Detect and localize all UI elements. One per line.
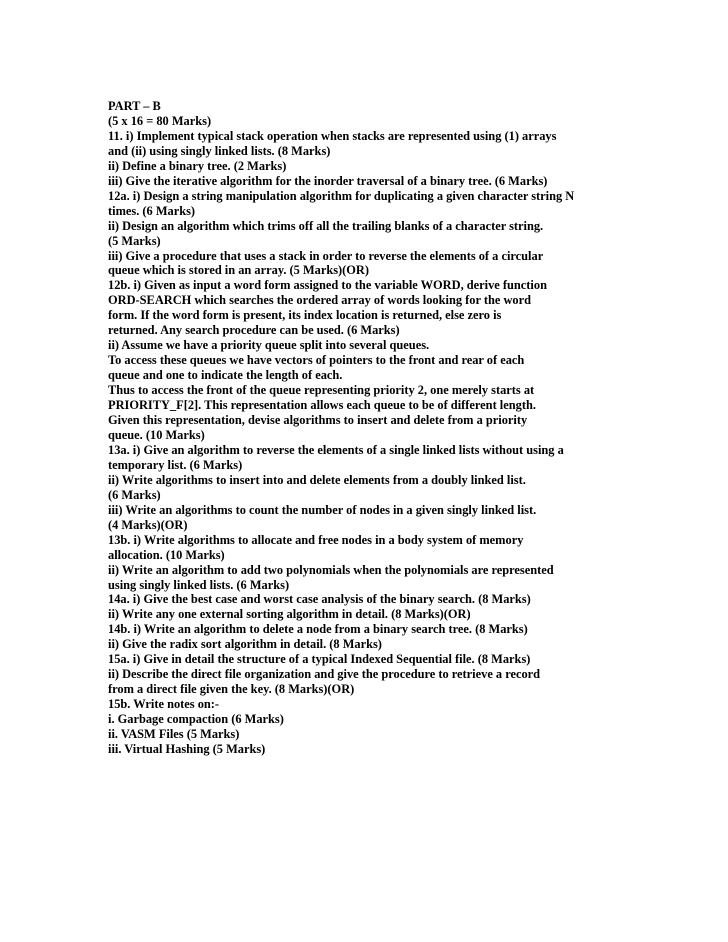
text-line: (4 Marks)(OR)	[108, 517, 188, 532]
text-line: ORD-SEARCH which searches the ordered array of words looking for the word	[108, 293, 531, 308]
text-line: times. (6 Marks)	[108, 203, 196, 218]
text-line: queue and one to indicate the length of each.	[108, 368, 343, 383]
text-line: iii. Virtual Hashing (5 Marks)	[108, 741, 266, 756]
text-line: ii) Describe the direct file organization and give the procedure to retrieve a record	[108, 667, 541, 682]
text-line: queue. (10 Marks)	[108, 427, 205, 442]
text-line: ii) Define a binary tree. (2 Marks)	[108, 158, 287, 173]
text-line: (5 x 16 = 80 Marks)	[108, 113, 212, 128]
text-line: i. Garbage compaction (6 Marks)	[108, 712, 284, 727]
text-line: 15b. Write notes on:-	[108, 697, 220, 712]
text-line: 13a. i) Give an algorithm to reverse the elements of a single linked lists without using a	[108, 442, 564, 457]
text-line: ii) Write algorithms to insert into and delete elements from a doubly linked list.	[108, 472, 526, 487]
text-line: 12b. i) Given as input a word form assigned to the variable WORD, derive function	[108, 278, 547, 293]
text-line: Thus to access the front of the queue representing priority 2, one merely starts at	[108, 383, 535, 398]
text-line: 15a. i) Give in detail the structure of a typical Indexed Sequential file. (8 Marks)	[108, 652, 531, 667]
text-line: PART – B	[108, 99, 161, 113]
text-line: ii) Give the radix sort algorithm in detail. (8 Marks)	[108, 637, 382, 652]
text-line: returned. Any search procedure can be used. (6 Marks)	[108, 323, 400, 338]
text-line: (6 Marks)	[108, 487, 161, 502]
text-line: ii) Write any one external sorting algorithm in detail. (8 Marks)(OR)	[108, 607, 471, 622]
text-line: allocation. (10 Marks)	[108, 547, 225, 562]
text-line: 11. i) Implement typical stack operation when stacks are represented using (1) arrays	[108, 128, 557, 143]
question-text-block	[108, 99, 718, 757]
text-line: 13b. i) Write algorithms to allocate and free nodes in a body system of memory	[108, 532, 524, 547]
text-line: iii) Give a procedure that uses a stack in order to reverse the elements of a circular	[108, 248, 544, 263]
text-line: Given this representation, devise algorithms to insert and delete from a priority	[108, 413, 528, 428]
text-line: ii) Assume we have a priority queue split into several queues.	[108, 338, 430, 353]
text-line: 14a. i) Give the best case and worst case analysis of the binary search. (8 Marks)	[108, 592, 531, 607]
text-line: ii) Design an algorithm which trims off all the trailing blanks of a character string.	[108, 218, 544, 233]
text-line: 14b. i) Write an algorithm to delete a node from a binary search tree. (8 Marks)	[108, 622, 528, 637]
text-line: (5 Marks)	[108, 233, 161, 248]
text-line: ii. VASM Files (5 Marks)	[108, 727, 240, 742]
text-line: 12a. i) Design a string manipulation algorithm for duplicating a given character string N	[108, 188, 575, 203]
text-line: PRIORITY_F[2]. This representation allows each queue to be of different length.	[108, 398, 536, 413]
text-line: iii) Write an algorithms to count the number of nodes in a given singly linked list.	[108, 502, 537, 517]
text-line: temporary list. (6 Marks)	[108, 457, 243, 472]
text-line: form. If the word form is present, its index location is returned, else zero is	[108, 308, 502, 323]
text-line: using singly linked lists. (6 Marks)	[108, 577, 290, 592]
text-line: ii) Write an algorithm to add two polynomials when the polynomials are represented	[108, 562, 554, 577]
text-line: iii) Give the iterative algorithm for the inorder traversal of a binary tree. (6 Marks)	[108, 173, 548, 188]
text-line: and (ii) using singly linked lists. (8 Marks)	[108, 143, 331, 158]
text-line: from a direct file given the key. (8 Marks)(OR)	[108, 682, 355, 697]
text-line: To access these queues we have vectors of pointers to the front and rear of each	[108, 353, 525, 368]
text-line: queue which is stored in an array. (5 Marks)(OR)	[108, 263, 370, 278]
document-page	[108, 99, 718, 757]
